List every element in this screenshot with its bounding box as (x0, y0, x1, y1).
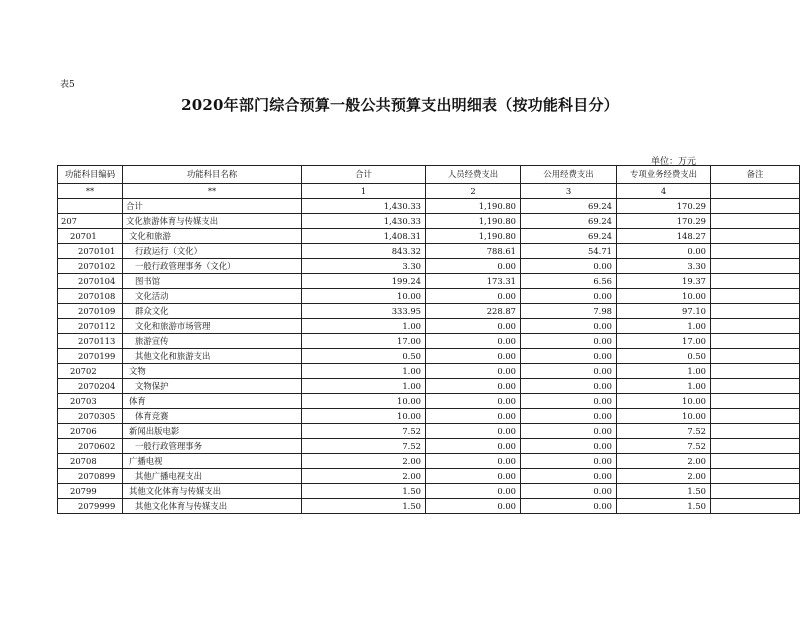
note-cell (711, 454, 800, 469)
code-cell: 2070102 (58, 259, 123, 274)
public-cell: 0.00 (521, 319, 617, 334)
name-cell: 行政运行（文化） (123, 244, 302, 259)
personnel-cell: 0.00 (426, 469, 521, 484)
personnel-cell: 0.00 (426, 364, 521, 379)
total-cell: 1.00 (302, 364, 426, 379)
personnel-cell: 0.00 (426, 424, 521, 439)
header-cell: 人员经费支出 (426, 166, 521, 184)
note-cell (711, 214, 800, 229)
name-cell: 文化和旅游市场管理 (123, 319, 302, 334)
total-cell: 7.52 (302, 439, 426, 454)
code-cell: 2079999 (58, 499, 123, 514)
personnel-cell: 1,190.80 (426, 214, 521, 229)
personnel-cell: 0.00 (426, 379, 521, 394)
total-cell: 3.30 (302, 259, 426, 274)
public-cell: 69.24 (521, 214, 617, 229)
special-cell: 2.00 (617, 454, 711, 469)
table-row (58, 229, 800, 244)
personnel-cell: 0.00 (426, 394, 521, 409)
public-cell: 54.71 (521, 244, 617, 259)
total-cell: 1,430.33 (302, 214, 426, 229)
table-row (58, 499, 800, 514)
name-cell: 合计 (123, 199, 302, 214)
total-cell: 2.00 (302, 454, 426, 469)
total-cell: 843.32 (302, 244, 426, 259)
special-cell: 10.00 (617, 394, 711, 409)
public-cell: 0.00 (521, 409, 617, 424)
note-cell (711, 469, 800, 484)
table-row (58, 304, 800, 319)
table-row (58, 259, 800, 274)
table-row (58, 199, 800, 214)
code-cell: 20703 (58, 394, 123, 409)
public-cell: 0.00 (521, 499, 617, 514)
personnel-cell: 173.31 (426, 274, 521, 289)
public-cell: 69.24 (521, 229, 617, 244)
name-cell: 一般行政管理事务 (123, 439, 302, 454)
special-cell: 0.00 (617, 244, 711, 259)
personnel-cell: 0.00 (426, 409, 521, 424)
note-cell (711, 229, 800, 244)
public-cell: 0.00 (521, 469, 617, 484)
special-cell: 19.37 (617, 274, 711, 289)
budget-table (57, 165, 800, 514)
name-cell: 群众文化 (123, 304, 302, 319)
table-row (58, 244, 800, 259)
name-cell: 文化活动 (123, 289, 302, 304)
table-row (58, 379, 800, 394)
code-cell: 2070112 (58, 319, 123, 334)
special-cell: 97.10 (617, 304, 711, 319)
note-cell (711, 304, 800, 319)
special-cell: 148.27 (617, 229, 711, 244)
public-cell: 0.00 (521, 259, 617, 274)
special-cell: 2.00 (617, 469, 711, 484)
table-row (58, 469, 800, 484)
name-cell: 广播电视 (123, 454, 302, 469)
table-row (58, 424, 800, 439)
note-cell (711, 364, 800, 379)
total-cell: 10.00 (302, 409, 426, 424)
header-cell: 备注 (711, 166, 800, 184)
note-cell (711, 199, 800, 214)
note-cell (711, 439, 800, 454)
special-cell: 1.50 (617, 484, 711, 499)
note-cell (711, 259, 800, 274)
total-cell: 1,408.31 (302, 229, 426, 244)
code-cell: 2070305 (58, 409, 123, 424)
name-cell: 文物 (123, 364, 302, 379)
header-cell: 公用经费支出 (521, 166, 617, 184)
table-row (58, 394, 800, 409)
special-cell: 170.29 (617, 214, 711, 229)
special-cell: 1.00 (617, 319, 711, 334)
table-number: 表5 (60, 80, 75, 90)
public-cell: 0.00 (521, 364, 617, 379)
public-cell: 0.00 (521, 394, 617, 409)
public-cell: 6.56 (521, 274, 617, 289)
public-cell: 0.00 (521, 484, 617, 499)
note-cell (711, 244, 800, 259)
table-row (58, 439, 800, 454)
code-cell: 2070113 (58, 334, 123, 349)
special-cell: 17.00 (617, 334, 711, 349)
total-cell: 10.00 (302, 289, 426, 304)
code-cell: 2070204 (58, 379, 123, 394)
code-cell: 2070109 (58, 304, 123, 319)
public-cell: 69.24 (521, 199, 617, 214)
public-cell: 0.00 (521, 454, 617, 469)
total-cell: 17.00 (302, 334, 426, 349)
code-cell: 20708 (58, 454, 123, 469)
special-cell: 10.00 (617, 409, 711, 424)
table-row (58, 349, 800, 364)
table-row (58, 214, 800, 229)
total-cell: 0.50 (302, 349, 426, 364)
table-row (58, 454, 800, 469)
note-cell (711, 379, 800, 394)
table-row (58, 484, 800, 499)
table-row (58, 319, 800, 334)
name-cell: 旅游宣传 (123, 334, 302, 349)
page-title: 2020年部门综合预算一般公共预算支出明细表（按功能科目分） (181, 96, 619, 114)
name-cell: 文化旅游体育与传媒支出 (123, 214, 302, 229)
special-cell: 1.50 (617, 499, 711, 514)
index-cell: 4 (617, 184, 711, 199)
total-cell: 10.00 (302, 394, 426, 409)
special-cell: 7.52 (617, 424, 711, 439)
name-cell: 文物保护 (123, 379, 302, 394)
total-cell: 1.00 (302, 319, 426, 334)
name-cell: 其他文化体育与传媒支出 (123, 499, 302, 514)
header-cell: 专项业务经费支出 (617, 166, 711, 184)
name-cell: 其他文化体育与传媒支出 (123, 484, 302, 499)
code-cell: 2070108 (58, 289, 123, 304)
personnel-cell: 0.00 (426, 349, 521, 364)
note-cell (711, 424, 800, 439)
total-cell: 1,430.33 (302, 199, 426, 214)
public-cell: 0.00 (521, 424, 617, 439)
code-cell: 20702 (58, 364, 123, 379)
public-cell: 0.00 (521, 379, 617, 394)
personnel-cell: 1,190.80 (426, 199, 521, 214)
total-cell: 1.50 (302, 484, 426, 499)
note-cell (711, 334, 800, 349)
total-cell: 199.24 (302, 274, 426, 289)
code-cell: 2070101 (58, 244, 123, 259)
public-cell: 0.00 (521, 289, 617, 304)
personnel-cell: 1,190.80 (426, 229, 521, 244)
note-cell (711, 274, 800, 289)
header-cell: 功能科目编码 (58, 166, 123, 184)
note-cell (711, 289, 800, 304)
public-cell: 0.00 (521, 334, 617, 349)
header-cell: 合计 (302, 166, 426, 184)
personnel-cell: 0.00 (426, 319, 521, 334)
note-cell (711, 409, 800, 424)
public-cell: 0.00 (521, 349, 617, 364)
header-row (58, 166, 800, 184)
note-cell (711, 484, 800, 499)
header-cell: 功能科目名称 (123, 166, 302, 184)
code-cell (58, 199, 123, 214)
table-row (58, 409, 800, 424)
code-cell: 207 (58, 214, 123, 229)
special-cell: 0.50 (617, 349, 711, 364)
special-cell: 3.30 (617, 259, 711, 274)
note-cell (711, 349, 800, 364)
name-cell: 其他广播电视支出 (123, 469, 302, 484)
public-cell: 7.98 (521, 304, 617, 319)
personnel-cell: 0.00 (426, 454, 521, 469)
table-row (58, 364, 800, 379)
table-body (58, 166, 800, 514)
note-cell (711, 319, 800, 334)
personnel-cell: 788.61 (426, 244, 521, 259)
name-cell: 文化和旅游 (123, 229, 302, 244)
code-cell: 2070199 (58, 349, 123, 364)
table-row (58, 289, 800, 304)
name-cell: 其他文化和旅游支出 (123, 349, 302, 364)
personnel-cell: 0.00 (426, 334, 521, 349)
personnel-cell: 0.00 (426, 259, 521, 274)
total-cell: 7.52 (302, 424, 426, 439)
personnel-cell: 0.00 (426, 289, 521, 304)
table-row (58, 274, 800, 289)
total-cell: 333.95 (302, 304, 426, 319)
code-cell: 20706 (58, 424, 123, 439)
special-cell: 1.00 (617, 379, 711, 394)
name-cell: 体育 (123, 394, 302, 409)
public-cell: 0.00 (521, 439, 617, 454)
index-cell: 1 (302, 184, 426, 199)
note-cell (711, 394, 800, 409)
unit-label: 单位：万元 (651, 157, 697, 167)
name-cell: 一般行政管理事务（文化） (123, 259, 302, 274)
code-cell: 20799 (58, 484, 123, 499)
note-cell (711, 499, 800, 514)
code-cell: 2070104 (58, 274, 123, 289)
index-cell: 2 (426, 184, 521, 199)
name-cell: 新闻出版电影 (123, 424, 302, 439)
special-cell: 1.00 (617, 364, 711, 379)
index-cell: ** (58, 184, 123, 199)
code-cell: 2070899 (58, 469, 123, 484)
special-cell: 170.29 (617, 199, 711, 214)
personnel-cell: 0.00 (426, 439, 521, 454)
index-row (58, 184, 800, 199)
total-cell: 1.50 (302, 499, 426, 514)
special-cell: 7.52 (617, 439, 711, 454)
total-cell: 1.00 (302, 379, 426, 394)
name-cell: 体育竞赛 (123, 409, 302, 424)
table-row (58, 334, 800, 349)
code-cell: 2070602 (58, 439, 123, 454)
total-cell: 2.00 (302, 469, 426, 484)
personnel-cell: 228.87 (426, 304, 521, 319)
name-cell: 图书馆 (123, 274, 302, 289)
code-cell: 20701 (58, 229, 123, 244)
special-cell: 10.00 (617, 289, 711, 304)
personnel-cell: 0.00 (426, 499, 521, 514)
index-cell (711, 184, 800, 199)
personnel-cell: 0.00 (426, 484, 521, 499)
index-cell: 3 (521, 184, 617, 199)
index-cell: ** (123, 184, 302, 199)
